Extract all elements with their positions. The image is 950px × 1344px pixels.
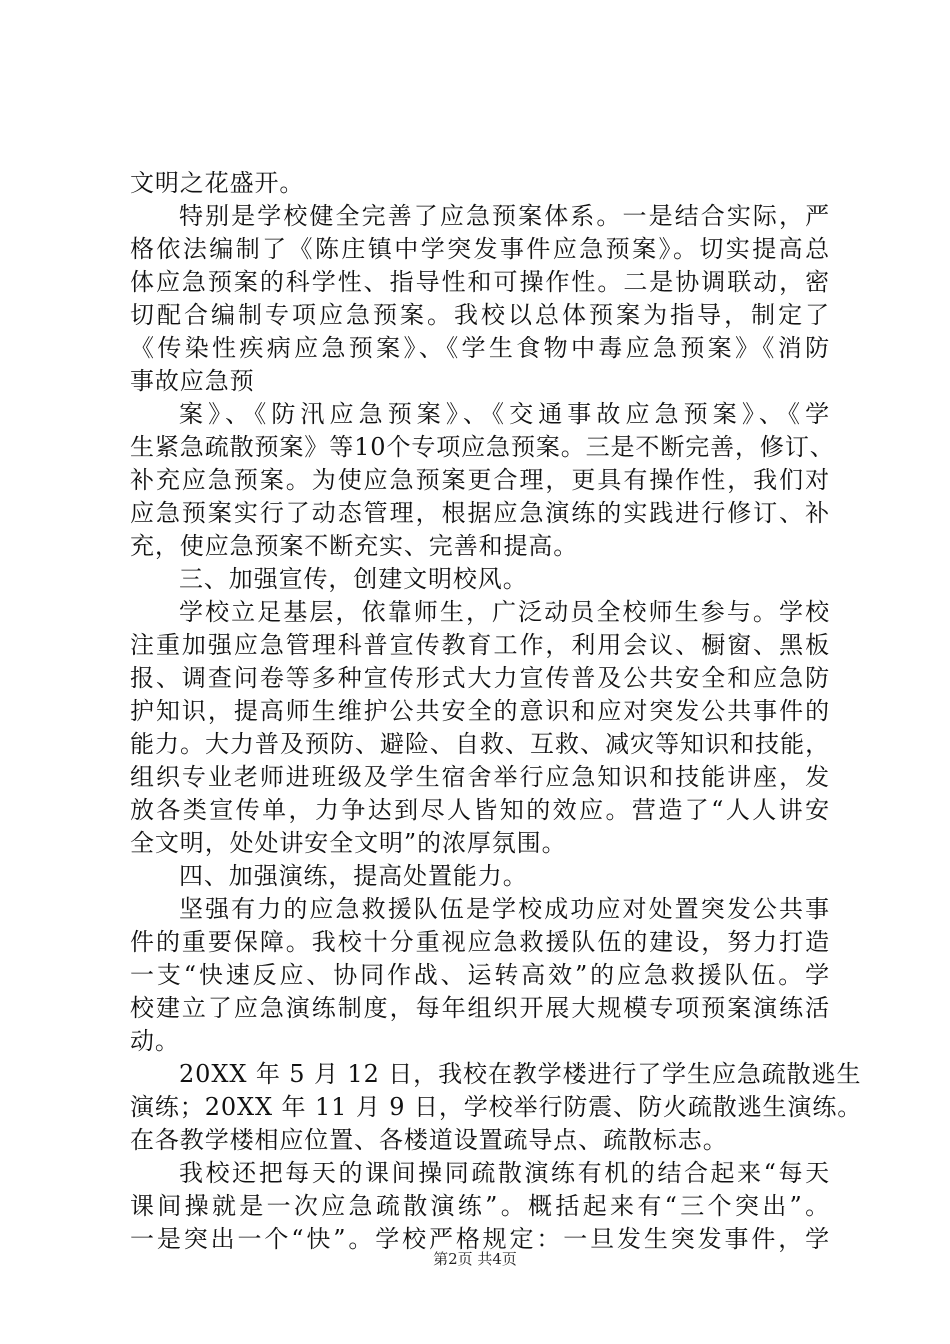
- text-line: 20XX 年 5 月 12 日，我校在教学楼进行了学生应急疏散逃生: [179, 1060, 862, 1088]
- text-line: 生紧急疏散预案》等10个专项应急预案。三是不断完善，修订、: [130, 433, 835, 461]
- text-line: 文明之花盛开。: [130, 169, 305, 197]
- text-line: 动。: [130, 1027, 180, 1055]
- text-line: 三、加强宣传，创建文明校风。: [179, 565, 528, 593]
- text-line: 切配合编制专项应急预案。我校以总体预案为指导，制定了: [130, 301, 830, 329]
- text-line: 特别是学校健全完善了应急预案体系。一是结合实际，严: [179, 202, 830, 230]
- page-footer: 第2页 共4页: [433, 1250, 517, 1268]
- text-line: 案》、《防汛应急预案》、《交通事故应急预案》、《学: [179, 400, 830, 428]
- document-body: [130, 167, 863, 1256]
- text-line: 学校立足基层，依靠师生，广泛动员全校师生参与。学校: [179, 598, 830, 626]
- text-line: 体应急预案的科学性、指导性和可操作性。二是协调联动，密: [130, 268, 830, 296]
- text-line: 应急预案实行了动态管理，根据应急演练的实践进行修订、补: [130, 499, 830, 527]
- text-line: 一是突出一个“快”。学校严格规定：一旦发生突发事件，学: [130, 1225, 830, 1253]
- text-line: 事故应急预: [130, 367, 255, 395]
- text-line: 我校还把每天的课间操同疏散演练有机的结合起来“每天: [179, 1159, 830, 1187]
- text-line: 一支“快速反应、协同作战、运转高效”的应急救援队伍。学: [130, 961, 830, 989]
- text-line: 充，使应急预案不断充实、完善和提高。: [130, 532, 579, 560]
- text-line: 件的重要保障。我校十分重视应急救援队伍的建设，努力打造: [130, 928, 830, 956]
- text-line: 课间操就是一次应急疏散演练”。概括起来有“三个突出”。: [130, 1192, 830, 1220]
- text-line: 四、加强演练，提高处置能力。: [179, 862, 528, 890]
- text-line: 校建立了应急演练制度，每年组织开展大规模专项预案演练活: [130, 994, 830, 1022]
- text-line: 格依法编制了《陈庄镇中学突发事件应急预案》。切实提高总: [130, 235, 830, 263]
- text-line: 注重加强应急管理科普宣传教育工作，利用会议、橱窗、黑板: [130, 631, 830, 659]
- text-line: 全文明，处处讲安全文明”的浓厚氛围。: [130, 829, 567, 857]
- text-line: 《传染性疾病应急预案》、《学生食物中毒应急预案》《消防: [130, 334, 830, 362]
- text-line: 报、调查问卷等多种宣传形式大力宣传普及公共安全和应急防: [130, 664, 830, 692]
- text-line: 组织专业老师进班级及学生宿舍举行应急知识和技能讲座，发: [130, 763, 830, 791]
- text-line: 补充应急预案。为使应急预案更合理，更具有操作性，我们对: [130, 466, 830, 494]
- text-line: 护知识，提高师生维护公共安全的意识和应对突发公共事件的: [130, 697, 830, 725]
- text-line: 演练；20XX 年 11 月 9 日，学校举行防震、防火疏散逃生演练。: [130, 1093, 863, 1121]
- text-line: 能力。大力普及预防、避险、自救、互救、减灾等知识和技能，: [130, 730, 830, 758]
- text-line: 放各类宣传单，力争达到尽人皆知的效应。营造了“人人讲安: [130, 796, 830, 824]
- text-line: 在各教学楼相应位置、各楼道设置疏导点、疏散标志。: [130, 1126, 728, 1154]
- text-line: 坚强有力的应急救援队伍是学校成功应对处置突发公共事: [179, 895, 830, 923]
